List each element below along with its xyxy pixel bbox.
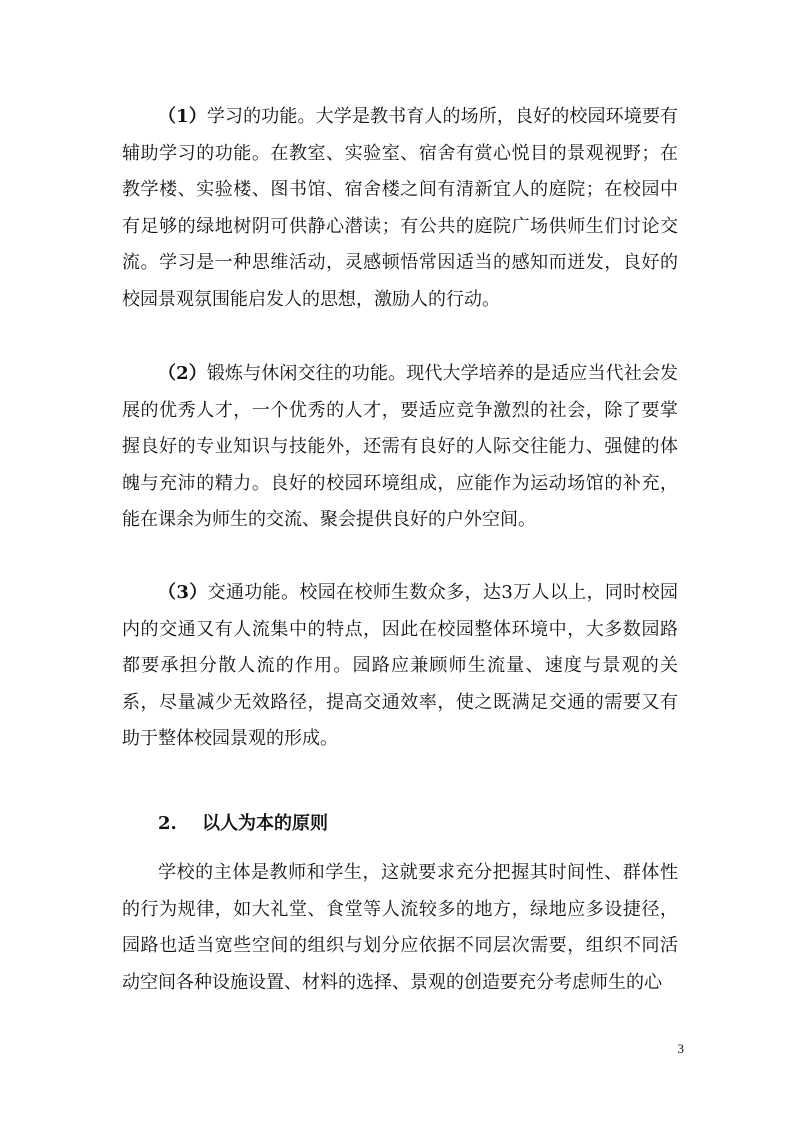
- page-number: 3: [677, 1041, 684, 1056]
- paragraph-number: （2）: [158, 363, 207, 384]
- paragraph-number: （3）: [158, 582, 208, 603]
- paragraph-number: （1）: [158, 106, 207, 127]
- paragraph-text: 锻炼与休闲交往的功能。现代大学培养的是适应当代社会发展的优秀人才，一个优秀的人才，要适应竞争激烈的社会，除了要掌握良好的专业知识与技能外，还需有良好的人际交往能力、强健的体魄与充沛的精力。良好的校园环境组成，应能作为运动场馆的补充，能在课余为师生的交流、聚会提供良好的户外空间。: [122, 363, 679, 530]
- section-heading: [158, 808, 328, 840]
- section-heading-number: 2.: [158, 813, 177, 834]
- section-heading-title: 以人为本的原则: [202, 813, 328, 834]
- paragraph-traffic-function: [122, 575, 678, 758]
- paragraph-text: 学习的功能。大学是教书育人的场所，良好的校园环境要有辅助学习的功能。在教室、实验室、宿舍有赏心悦目的景观视野；在教学楼、实验楼、图书馆、宿舍楼之间有清新宜人的庭院；在校园中有足够的绿地树阴可供静心潜读；有公共的庭院广场供师生们讨论交流。学习是一种思维活动，灵感顿悟常因适当的感知而迸发，良好的校园景观氛围能启发人的思想，激励人的行动。: [122, 106, 679, 310]
- paragraph-learning-function: [122, 99, 678, 318]
- paragraph-text: 交通功能。校园在校师生数众多，达3万人以上，同时校园内的交通又有人流集中的特点，因此在校园整体环境中，大多数园路都要承担分散人流的作用。园路应兼顾师生流量、速度与景观的关系，尽量减少无效路径，提高交通效率，使之既满足交通的需要又有助于整体校园景观的形成。: [122, 582, 679, 749]
- paragraph-exercise-function: [122, 356, 678, 539]
- paragraph-people-oriented: 学校的主体是教师和学生，这就要求充分把握其时间性、群体性的行为规律，如大礼堂、食堂等人流较多的地方，绿地应多设捷径，园路也适当宽些空间的组织与划分应依据不同层次需要，组织不同活动空间各种设施设置、材料的选择、景观的创造要充分考虑师生的心: [122, 862, 678, 993]
